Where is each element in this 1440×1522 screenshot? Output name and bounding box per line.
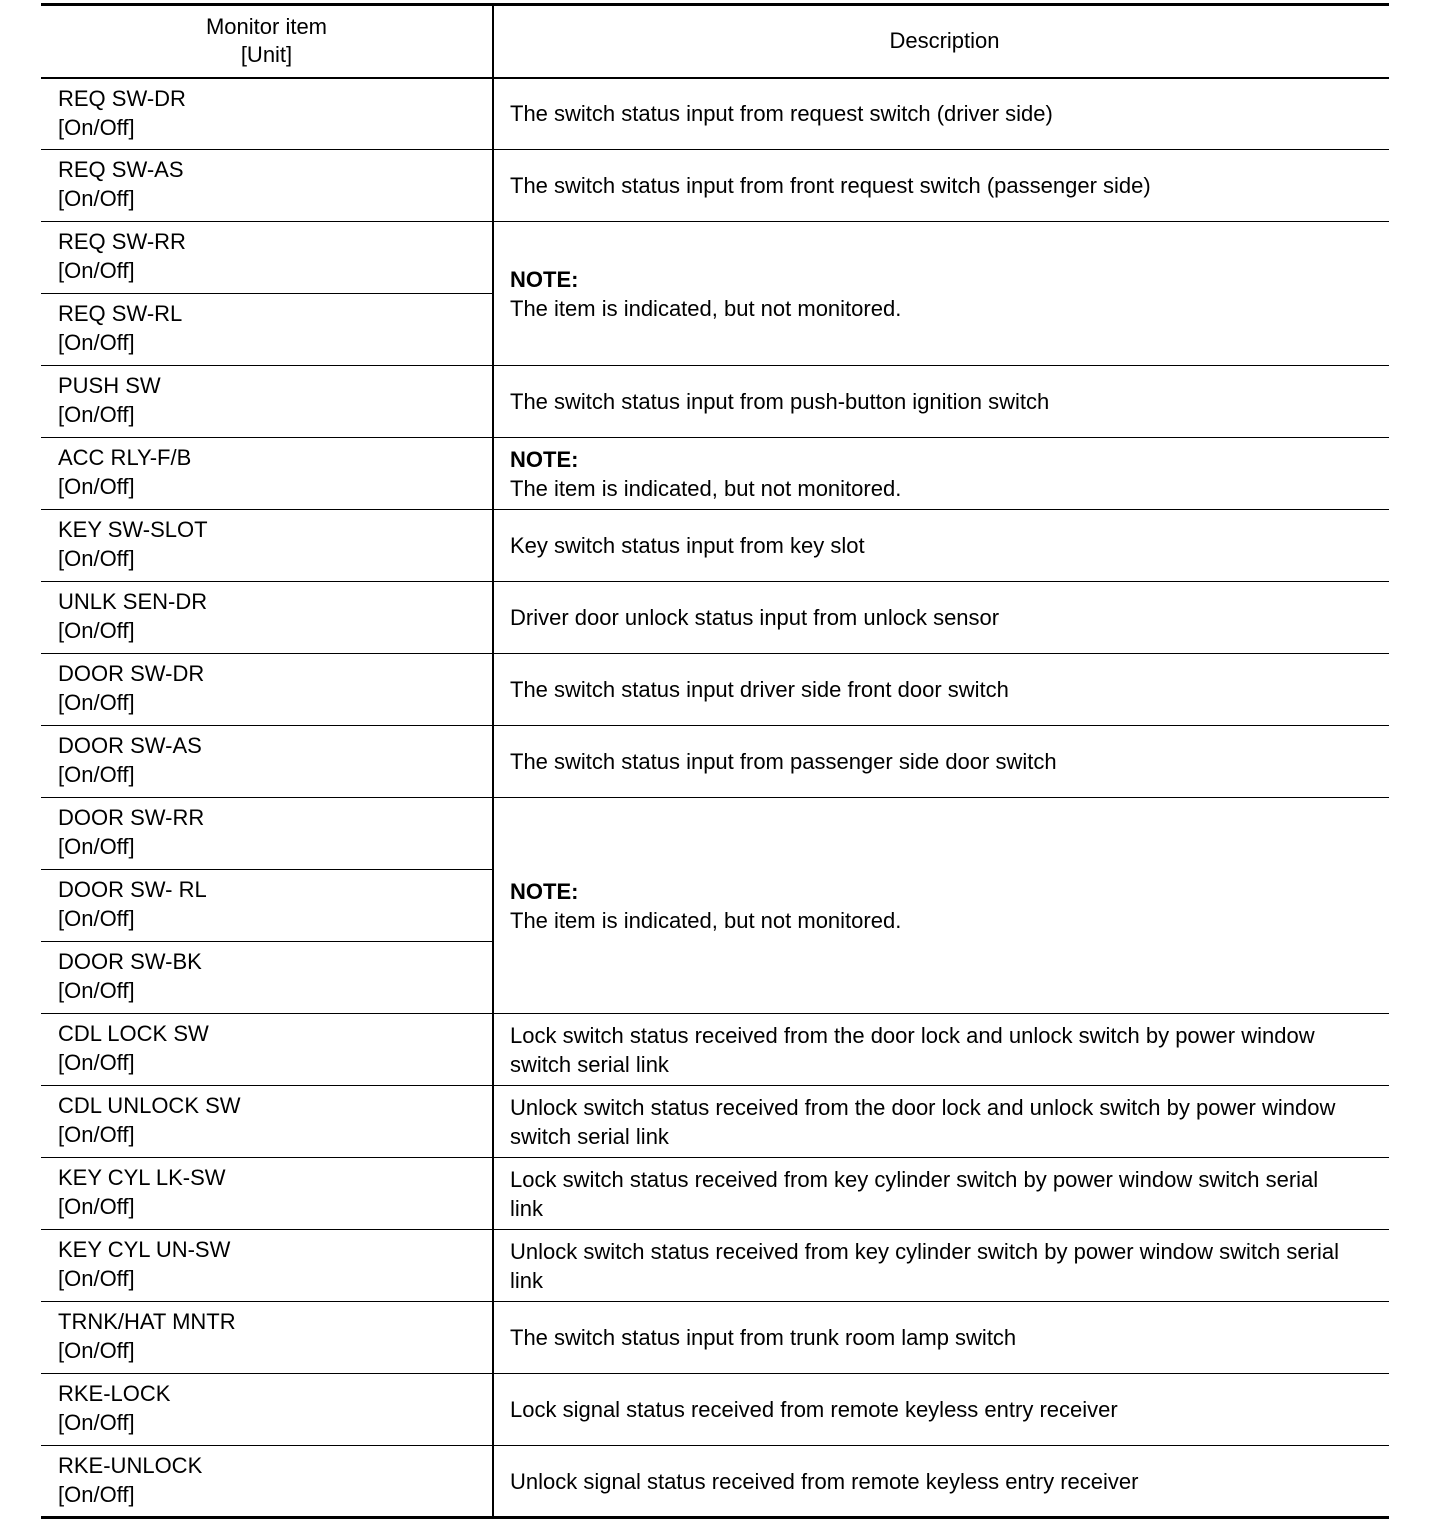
monitor-item-name: KEY SW-SLOT bbox=[58, 517, 208, 542]
note-cell bbox=[493, 222, 1389, 366]
monitor-item-cell bbox=[41, 438, 493, 510]
monitor-item-name: DOOR SW-AS bbox=[58, 733, 202, 758]
monitor-item-name: REQ SW-AS bbox=[58, 157, 184, 182]
description-cell bbox=[493, 1302, 1389, 1374]
table-row bbox=[41, 510, 1389, 582]
monitor-item-name: CDL UNLOCK SW bbox=[58, 1093, 241, 1118]
note-text: The item is indicated, but not monitored. bbox=[510, 295, 902, 321]
note-text: The item is indicated, but not monitored. bbox=[510, 907, 902, 933]
header-description-label: Description bbox=[889, 28, 1000, 54]
monitor-item-cell bbox=[41, 294, 493, 366]
description-cell bbox=[493, 150, 1389, 222]
description-cell bbox=[493, 654, 1389, 726]
table-row bbox=[41, 798, 1389, 870]
monitor-item-name: ACC RLY-F/B bbox=[58, 445, 192, 470]
monitor-item-cell bbox=[41, 510, 493, 582]
description-cell bbox=[493, 726, 1389, 798]
monitor-item-cell bbox=[41, 1158, 493, 1230]
monitor-item-name: PUSH SW bbox=[58, 373, 161, 398]
monitor-item-unit: [On/Off] bbox=[58, 1338, 135, 1363]
monitor-item-name: UNLK SEN-DR bbox=[58, 589, 208, 614]
monitor-item-name: RKE-UNLOCK bbox=[58, 1453, 203, 1478]
table-row bbox=[41, 1374, 1389, 1446]
monitor-item-cell bbox=[41, 78, 493, 150]
table-row bbox=[41, 726, 1389, 798]
monitor-item-name: DOOR SW-BK bbox=[58, 949, 202, 974]
monitor-item-unit: [On/Off] bbox=[58, 402, 135, 427]
monitor-item-unit: [On/Off] bbox=[58, 1122, 135, 1147]
table-row bbox=[41, 1230, 1389, 1302]
table-row bbox=[41, 1446, 1389, 1518]
monitor-item-cell bbox=[41, 1446, 493, 1518]
monitor-item-unit: [On/Off] bbox=[58, 186, 135, 211]
table-header-row bbox=[41, 5, 1389, 78]
monitor-item-unit: [On/Off] bbox=[58, 1194, 135, 1219]
description-text: The switch status input from request switch (driver side) bbox=[510, 101, 1053, 127]
description-cell bbox=[493, 1086, 1389, 1158]
table-row bbox=[41, 1158, 1389, 1230]
monitor-item-cell bbox=[41, 1230, 493, 1302]
monitor-item-cell bbox=[41, 1086, 493, 1158]
monitor-item-name: RKE-LOCK bbox=[58, 1381, 171, 1406]
description-line-2: link bbox=[510, 1267, 544, 1293]
monitor-item-cell bbox=[41, 870, 493, 942]
header-unit-label: [Unit] bbox=[240, 42, 293, 68]
description-cell bbox=[493, 1014, 1389, 1086]
monitor-item-table bbox=[41, 3, 1389, 1519]
note-label: NOTE: bbox=[510, 878, 579, 904]
description-text: Lock signal status received from remote keyless entry receiver bbox=[510, 1397, 1118, 1422]
description-cell bbox=[493, 366, 1389, 438]
note-label: NOTE: bbox=[510, 446, 579, 472]
monitor-item-name: REQ SW-RL bbox=[58, 301, 183, 326]
monitor-item-unit: [On/Off] bbox=[58, 474, 135, 499]
table-row bbox=[41, 1086, 1389, 1158]
description-text: The switch status input from passenger side door switch bbox=[510, 749, 1057, 774]
monitor-item-unit: [On/Off] bbox=[58, 834, 135, 859]
description-line-2: switch serial link bbox=[510, 1123, 669, 1149]
monitor-item-name: KEY CYL LK-SW bbox=[58, 1165, 226, 1190]
description-line-1: Lock switch status received from key cylinder switch by power window switch serial bbox=[510, 1166, 1319, 1192]
table-row bbox=[41, 1302, 1389, 1374]
description-line-2: link bbox=[510, 1195, 544, 1221]
monitor-item-unit: [On/Off] bbox=[58, 1050, 135, 1075]
header-monitor-item bbox=[41, 5, 493, 78]
monitor-item-name: REQ SW-DR bbox=[58, 85, 186, 111]
table-row bbox=[41, 222, 1389, 294]
table-row bbox=[41, 78, 1389, 150]
description-text: Key switch status input from key slot bbox=[510, 533, 865, 558]
monitor-item-unit: [On/Off] bbox=[58, 906, 135, 931]
description-cell bbox=[493, 1230, 1389, 1302]
table-row bbox=[41, 582, 1389, 654]
description-text: The switch status input from trunk room lamp switch bbox=[510, 1325, 1017, 1350]
monitor-item-unit: [On/Off] bbox=[58, 114, 135, 140]
monitor-item-cell bbox=[41, 1302, 493, 1374]
monitor-item-cell bbox=[41, 366, 493, 438]
monitor-item-unit: [On/Off] bbox=[58, 1410, 135, 1435]
monitor-item-cell bbox=[41, 798, 493, 870]
description-line-1: Unlock switch status received from the door lock and unlock switch by power window bbox=[510, 1094, 1336, 1120]
monitor-item-name: TRNK/HAT MNTR bbox=[58, 1309, 236, 1334]
note-label: NOTE: bbox=[510, 266, 579, 292]
note-text: The item is indicated, but not monitored. bbox=[510, 475, 902, 501]
monitor-item-unit: [On/Off] bbox=[58, 1266, 135, 1291]
monitor-item-unit: [On/Off] bbox=[58, 1482, 135, 1507]
table-row bbox=[41, 654, 1389, 726]
monitor-item-cell bbox=[41, 654, 493, 726]
description-cell bbox=[493, 510, 1389, 582]
monitor-item-name: DOOR SW-RR bbox=[58, 805, 205, 830]
monitor-item-name: DOOR SW- RL bbox=[58, 877, 207, 902]
description-text: The switch status input driver side front door switch bbox=[510, 677, 1009, 702]
monitor-item-unit: [On/Off] bbox=[58, 546, 135, 571]
monitor-item-unit: [On/Off] bbox=[58, 762, 135, 787]
header-description bbox=[493, 5, 1389, 78]
header-monitor-item-label: Monitor item bbox=[205, 14, 328, 40]
table-row bbox=[41, 1014, 1389, 1086]
monitor-item-unit: [On/Off] bbox=[58, 330, 135, 355]
table-row bbox=[41, 366, 1389, 438]
description-line-2: switch serial link bbox=[510, 1051, 669, 1077]
description-line-1: Lock switch status received from the door lock and unlock switch by power window bbox=[510, 1022, 1315, 1048]
description-text: Driver door unlock status input from unlock sensor bbox=[510, 605, 1000, 630]
description-cell bbox=[493, 1374, 1389, 1446]
monitor-item-cell bbox=[41, 1374, 493, 1446]
monitor-item-cell bbox=[41, 582, 493, 654]
monitor-item-unit: [On/Off] bbox=[58, 690, 135, 715]
table-row bbox=[41, 438, 1389, 510]
description-text: Unlock signal status received from remote keyless entry receiver bbox=[510, 1468, 1139, 1494]
monitor-item-name: CDL LOCK SW bbox=[58, 1021, 209, 1046]
monitor-item-name: KEY CYL UN-SW bbox=[58, 1237, 231, 1262]
description-cell bbox=[493, 78, 1389, 150]
monitor-item-cell bbox=[41, 222, 493, 294]
monitor-item-unit: [On/Off] bbox=[58, 978, 135, 1003]
monitor-item-unit: [On/Off] bbox=[58, 618, 135, 643]
monitor-item-name: REQ SW-RR bbox=[58, 229, 186, 254]
description-line-1: Unlock switch status received from key cylinder switch by power window switch serial bbox=[510, 1238, 1339, 1264]
description-cell bbox=[493, 1446, 1389, 1518]
table-row bbox=[41, 150, 1389, 222]
monitor-item-cell bbox=[41, 942, 493, 1014]
monitor-item-cell bbox=[41, 1014, 493, 1086]
description-text: The switch status input from push-button ignition switch bbox=[510, 389, 1050, 414]
monitor-item-cell bbox=[41, 726, 493, 798]
note-cell bbox=[493, 798, 1389, 1014]
monitor-item-name: DOOR SW-DR bbox=[58, 661, 205, 686]
description-text: The switch status input from front request switch (passenger side) bbox=[510, 173, 1151, 198]
description-cell bbox=[493, 582, 1389, 654]
note-cell bbox=[493, 438, 1389, 510]
description-cell bbox=[493, 1158, 1389, 1230]
monitor-item-cell bbox=[41, 150, 493, 222]
monitor-item-unit: [On/Off] bbox=[58, 258, 135, 283]
